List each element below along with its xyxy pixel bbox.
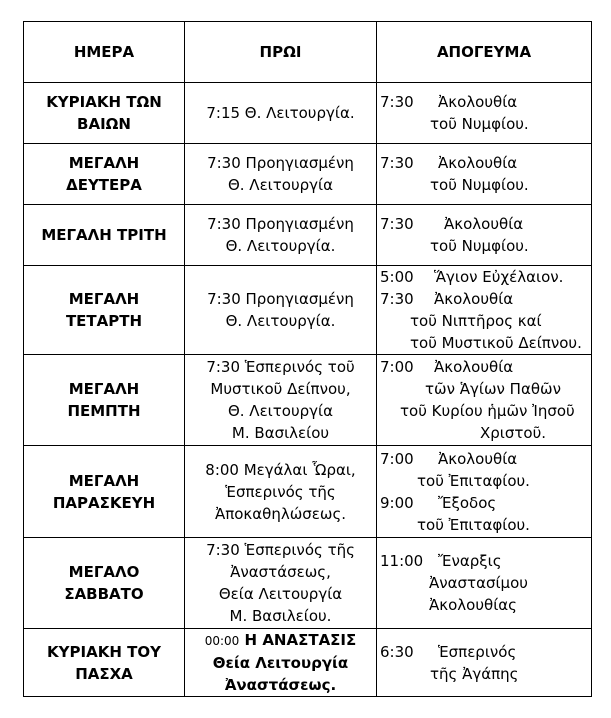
morning-cell [185,355,377,446]
morning-line: Μ. Βασιλείου. [229,607,332,625]
morning-cell [185,538,377,629]
day-line: ΠΑΣΧΑ [75,664,133,683]
day-line: ΜΕΓΑΛΗ ΤΡΙΤΗ [41,226,167,244]
day-line: ΒΑΙΩΝ [77,115,131,133]
evening-line: Ἀκολουθίας [429,596,517,614]
evening-cell [377,205,592,266]
day-cell [24,83,185,144]
evening-line: 7:30 Ἀκολουθία [380,215,524,233]
table-row [24,355,592,446]
evening-line: Ἀναστασίμου [429,574,528,592]
day-line: ΚΥΡΙΑΚΗ ΤΩΝ [46,93,162,111]
table-row [24,538,592,629]
evening-cell [377,83,592,144]
evening-line: τῶν Ἁγίων Παθῶν [425,380,561,398]
day-cell [24,538,185,629]
evening-line: τοῦ Κυρίου ἡμῶν Ἰησοῦ [400,402,575,420]
day-line: ΜΕΓΑΛΗ [68,380,140,398]
header-row [24,22,592,83]
day-cell [24,446,185,538]
evening-line: 6:30 Ἑσπερινός [380,642,517,661]
evening-line: τοῦ Νιπτῆρος καί [410,312,542,330]
evening-line: τῆς Ἀγάπης [430,664,519,683]
evening-line: 9:00 Ἔξοδος [380,493,497,512]
morning-cell [185,205,377,266]
day-line: ΜΕΓΑΛΗ [68,471,140,490]
table-row [24,446,592,538]
morning-cell [185,83,377,144]
evening-line: 7:30 Ἀκολουθία [380,93,518,111]
evening-line: τοῦ Ἐπιταφίου. [417,515,530,534]
evening-line: τοῦ Μυστικοῦ Δείπνου. [410,334,582,352]
day-line: ΠΕΜΠΤΗ [67,402,141,420]
evening-line: 7:30 Ἀκολουθία [380,290,514,308]
morning-line: 8:00 Μεγάλαι Ὧραι, [205,460,356,479]
morning-line: 7:30 Ἑσπερινός τοῦ [206,358,355,376]
evening-cell [377,446,592,538]
day-line: ΤΕΤΑΡΤΗ [65,312,143,330]
morning-line: 7:30 Προηγιασμένη [207,215,354,233]
day-cell [24,629,185,697]
table-row [24,629,592,697]
morning-cell [185,629,377,697]
evening-line: τοῦ Νυμφίου. [430,115,529,133]
schedule-table [23,21,592,697]
morning-line: 7:15 Θ. Λειτουργία. [206,104,355,122]
evening-cell [377,629,592,697]
morning-time: 00:00 [204,634,240,648]
evening-line: 7:30 Ἀκολουθία [380,154,518,172]
table-row [24,83,592,144]
morning-cell [185,446,377,538]
evening-line: τοῦ Νυμφίου. [430,237,529,255]
day-line: ΜΕΓΑΛΟ [68,563,140,581]
evening-cell [377,538,592,629]
day-cell [24,266,185,355]
evening-line: 7:00 Ἀκολουθία [380,358,514,376]
day-line: ΠΑΡΑΣΚΕΥΗ [52,493,156,512]
evening-line: 7:00 Ἀκολουθία [380,449,518,468]
evening-line: τοῦ Ἐπιταφίου. [417,471,530,490]
morning-line: 7:30 Προηγιασμένη [207,154,354,172]
morning-line: Ἀποκαθηλώσεως. [214,504,347,523]
evening-cell [377,266,592,355]
morning-line: 7:30 Προηγιασμένη [207,290,354,308]
morning-line: Μ. Βασιλείου [231,424,330,442]
day-cell [24,205,185,266]
day-line: ΜΕΓΑΛΗ [68,154,140,172]
evening-line: τοῦ Νυμφίου. [430,176,529,194]
morning-line: Θ. Λειτουργία [227,402,334,420]
evening-line: 5:00 Ἅγιον Εὐχέλαιον. [380,268,564,286]
morning-line: 00:00 Η ΑΝΑΣΤΑΣΙΣ [204,631,357,649]
morning-line: Θ. Λειτουργία. [225,312,336,330]
header-day: ΗΜΕΡΑ [24,22,185,83]
day-cell [24,355,185,446]
table-row [24,205,592,266]
evening-cell [377,144,592,205]
morning-line: Θ. Λειτουργία [227,176,334,194]
morning-cell [185,144,377,205]
evening-line: Χριστοῦ. [480,424,547,442]
morning-line: Θεία Λειτουργία [218,585,343,603]
header-evening: ΑΠΟΓΕΥΜΑ [377,22,592,83]
table-row [24,144,592,205]
morning-line: 7:30 Ἑσπερινός τῆς [206,541,355,559]
evening-cell [377,355,592,446]
morning-line: Ἑσπερινός τῆς [225,482,336,501]
morning-line: Θ. Λειτουργία. [225,237,336,255]
evening-line: 11:00 Ἔναρξις [380,552,502,570]
morning-line: Μυστικοῦ Δείπνου, [210,380,351,398]
morning-line: Θεία Λειτουργία [212,654,349,672]
header-morning: ΠΡΩΙ [185,22,377,83]
day-line: ΚΥΡΙΑΚΗ ΤΟΥ [47,642,161,661]
morning-cell [185,266,377,355]
table-row [24,266,592,355]
day-line: ΣΑΒΒΑΤΟ [64,585,144,603]
day-cell [24,144,185,205]
day-line: ΔΕΥΤΕΡΑ [66,176,142,194]
day-line: ΜΕΓΑΛΗ [68,290,140,308]
morning-line: Ἀναστάσεως. [224,676,337,694]
morning-line: Ἀναστάσεως, [230,563,331,581]
